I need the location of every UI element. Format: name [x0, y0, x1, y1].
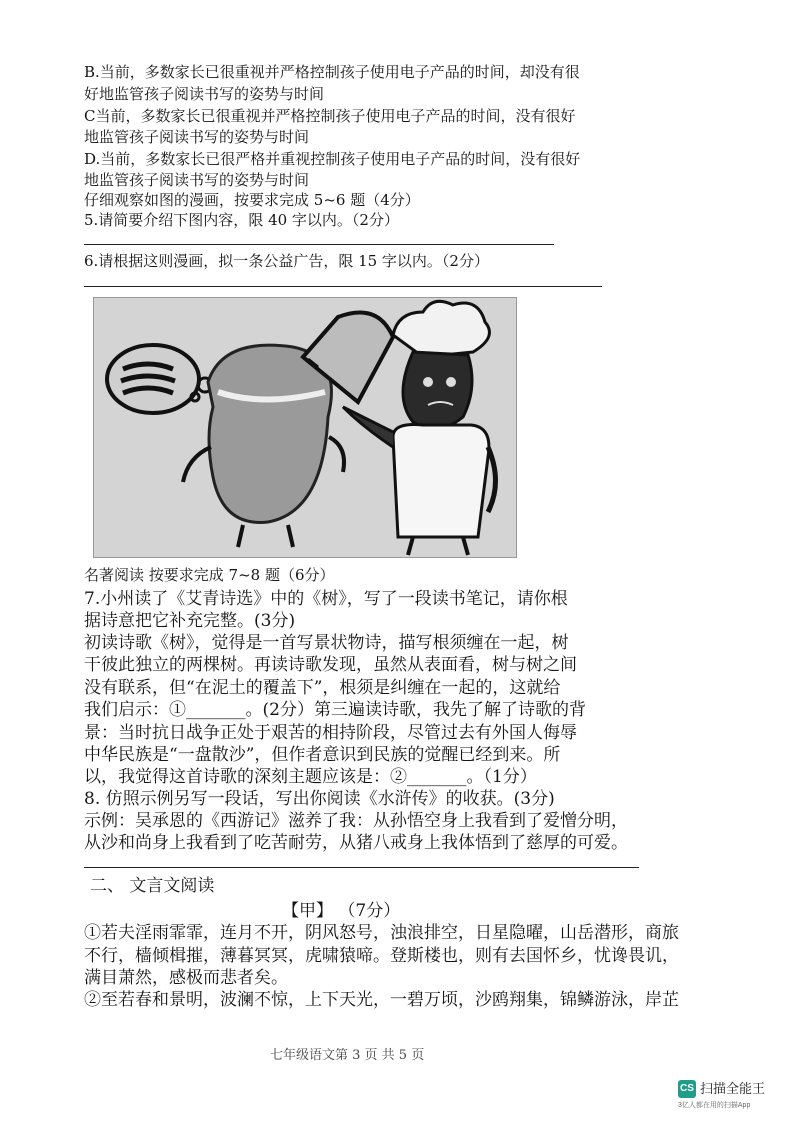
- passage-jia-heading: 【甲】 （7分）: [282, 901, 401, 921]
- note-line-3: 没有联系，但“在泥土的覆盖下”，根须是纠缠在一起的，这就给: [84, 678, 561, 698]
- example-line-1: 示例：吴承恩的《西游记》滋养了我：从孙悟空身上我看到了爱憎分明，: [84, 811, 628, 831]
- note-line-7: 以，我觉得这首诗歌的深刻主题应该是：②_______。（1分）: [84, 767, 537, 787]
- option-d-line-2: 地监管孩子阅读书写的姿势与时间: [84, 171, 310, 189]
- option-d-line-1: D.当前，多数家长已很严格并重视控制孩子使用电子产品的时间，没有很好: [84, 150, 581, 168]
- passage-line-1: ①若夫淫雨霏霏，连月不开，阴风怒号，浊浪排空，日星隐曜，山岳潜形，商旅: [84, 923, 679, 943]
- question-7-line-1: 7.小州读了《艾青诗选》中的《树》，写了一段读书笔记，请你根: [84, 589, 568, 609]
- note-line-6: 中华民族是“一盘散沙”，但作者意识到民族的觉醒已经到来。所: [84, 745, 561, 765]
- question-5: 5.请简要介绍下图内容，限 40 字以内。（2分）: [84, 211, 399, 229]
- section-classic-reading: 名著阅读 按要求完成 7~8 题（6分）: [84, 566, 335, 584]
- passage-line-2: 不行，樯倾楫摧，薄暮冥冥，虎啸猿啼。登斯楼也，则有去国怀乡，忧谗畏讥，: [84, 946, 679, 966]
- question-8: 8. 仿照示例另写一段话，写出你阅读《水浒传》的收获。(3分): [84, 789, 555, 809]
- option-c-line-2: 地监管孩子阅读书写的姿势与时间: [84, 128, 310, 146]
- example-line-2: 从沙和尚身上我看到了吃苦耐劳，从猪八戒身上我体悟到了慈厚的可爱。: [84, 833, 628, 853]
- answer-line-q5: [84, 244, 554, 245]
- question-6: 6.请根据这则漫画，拟一条公益广告，限 15 字以内。（2分）: [84, 252, 489, 270]
- camscanner-name: 扫描全能王: [700, 1081, 766, 1096]
- section-classical-chinese: 二、 文言文阅读: [90, 876, 215, 896]
- camscanner-logo-icon: CS: [678, 1080, 696, 1098]
- answer-line-q6: [84, 286, 602, 287]
- option-b-line-2: 好地监管孩子阅读书写的姿势与时间: [84, 85, 325, 103]
- passage-line-4: ②至若春和景明，波澜不惊，上下天光，一碧万顷，沙鸥翔集，锦鳞游泳，岸芷: [84, 990, 679, 1010]
- answer-line-q8: [84, 867, 639, 868]
- option-c-line-1: C当前，多数家长已很重视并严格控制孩子使用电子产品的时间，没有很好: [84, 107, 576, 125]
- comic-instruction: 仔细观察如图的漫画，按要求完成 5~6 题（4分）: [84, 191, 420, 209]
- passage-line-3: 满目萧然，感极而悲者矣。: [84, 968, 288, 988]
- comic-drawing: [93, 297, 517, 558]
- comic-image: [93, 297, 517, 558]
- note-line-4: 我们启示：①_______。(2分）第三遍读诗歌，我先了解了诗歌的背: [84, 700, 586, 720]
- question-7-line-2: 据诗意把它补充完整。(3分): [84, 611, 296, 631]
- note-line-2: 干彼此独立的两棵树。再读诗歌发现，虽然从表面看，树与树之间: [84, 655, 577, 675]
- note-line-5: 景：当时抗日战争正处于艰苦的相持阶段，尽管过去有外国人侮辱: [84, 723, 577, 743]
- page-footer: 七年级语文第 3 页 共 5 页: [270, 1048, 425, 1063]
- camscanner-tagline: 3亿人都在用的扫描App: [678, 1102, 751, 1109]
- option-b-line-1: B.当前，多数家长已很重视并严格控制孩子使用电子产品的时间，却没有很: [84, 63, 580, 81]
- note-line-1: 初读诗歌《树》，觉得是一首写景状物诗，描写根须缠在一起，树: [84, 633, 569, 653]
